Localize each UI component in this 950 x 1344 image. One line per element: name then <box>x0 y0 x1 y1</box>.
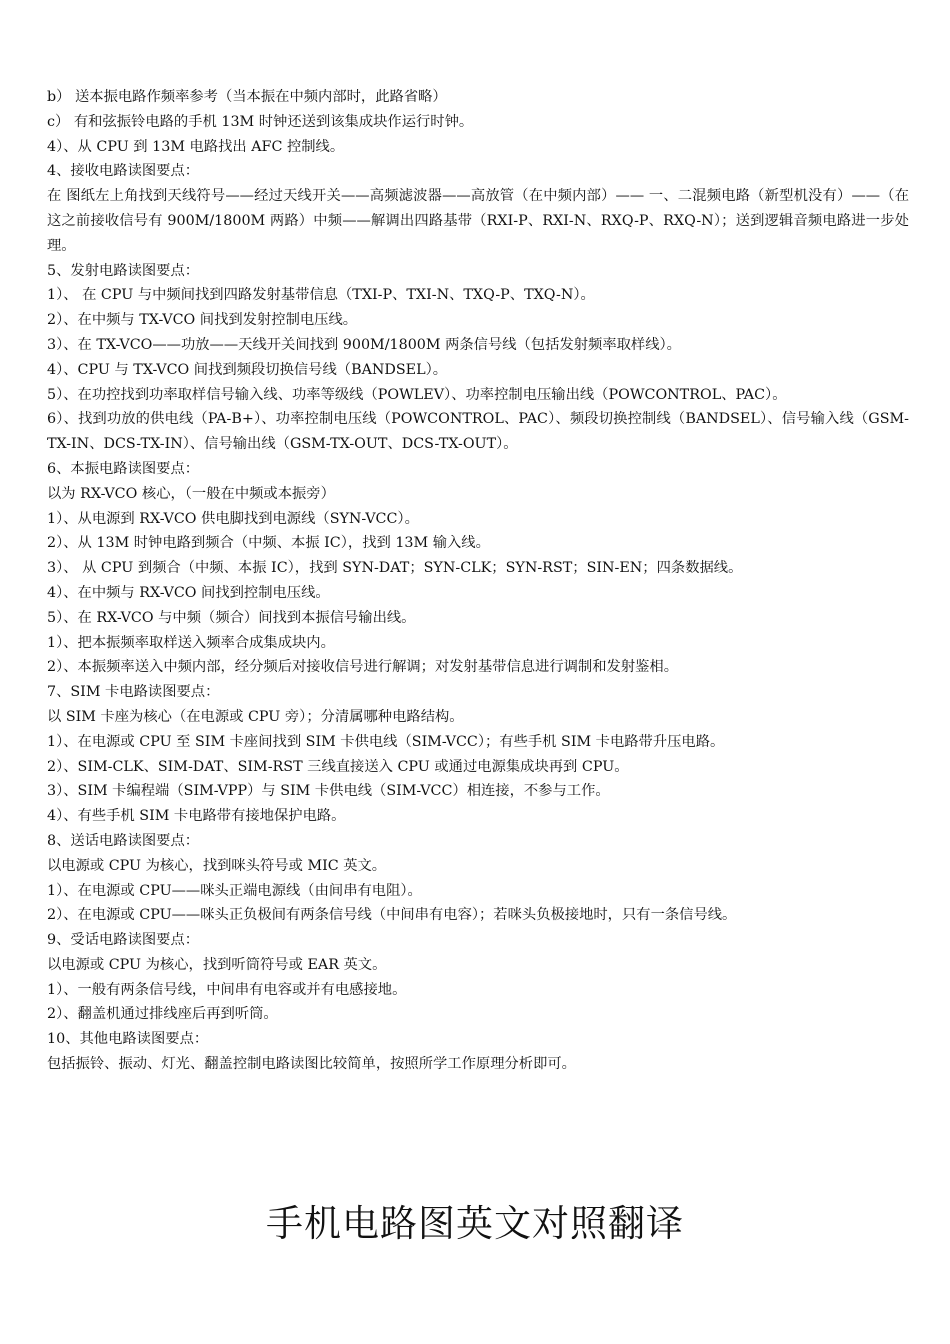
text-paragraph: 6）、找到功放的供电线（PA-B+）、功率控制电压线（POWCONTROL、PAC）、频段切换控制线（BANDSEL）、信号输入线（GSM-TX-IN、DCS-TX-IN）、信号输出线（GSM-TX-OUT、DCS-TX-OUT）。 <box>47 411 909 453</box>
section-heading: 8、送话电路读图要点： <box>47 832 200 849</box>
text-line: 2）、翻盖机通过排线座后再到听筒。 <box>47 1006 278 1023</box>
text-line: 5）、在 RX-VCO 与中频（频合）间找到本振信号输出线。 <box>47 609 416 626</box>
text-line: 3）、SIM 卡编程端（SIM-VPP）与 SIM 卡供电线（SIM-VCC）相连接，不参与工作。 <box>47 783 610 800</box>
document-body <box>47 85 909 1077</box>
text-line: 1）、一般有两条信号线，中间串有电容或并有电感接地。 <box>47 981 407 998</box>
text-line: 以 SIM 卡座为核心（在电源或 CPU 旁）；分清属哪种电路结构。 <box>47 708 464 725</box>
text-line: 4）、在中频与 RX-VCO 间找到控制电压线。 <box>47 584 330 601</box>
text-line: 1）、在电源或 CPU——咪头正端电源线（由间串有电阻）。 <box>47 882 422 899</box>
text-line: 1）、从电源到 RX-VCO 供电脚找到电源线（SYN-VCC）。 <box>47 510 419 527</box>
text-line: 4）、CPU 与 TX-VCO 间找到频段切换信号线（BANDSEL）。 <box>47 361 448 378</box>
section-heading: 9、受话电路读图要点： <box>47 932 200 949</box>
text-line: 2）、在中频与 TX-VCO 间找到发射控制电压线。 <box>47 312 358 329</box>
text-line: 2）、本振频率送入中频内部，经分频后对接收信号进行解调；对发射基带信息进行调制和发射鉴相。 <box>47 659 679 676</box>
text-line: 5）、在功控找到功率取样信号输入线、功率等级线（POWLEV）、功率控制电压输出线（POWCONTROL、PAC）。 <box>47 386 787 403</box>
section-heading: 4、接收电路读图要点： <box>47 163 200 180</box>
section-heading: 10、其他电路读图要点： <box>47 1031 209 1048</box>
text-line: 4）、从 CPU 到 13M 电路找出 AFC 控制线。 <box>47 138 345 155</box>
text-line: 3）、在 TX-VCO——功放——天线开关间找到 900M/1800M 两条信号线（包括发射频率取样线）。 <box>47 336 681 353</box>
text-line: 2）、从 13M 时钟电路到频合（中频、本振 IC），找到 13M 输入线。 <box>47 535 490 552</box>
text-line: 2）、SIM-CLK、SIM-DAT、SIM-RST 三线直接送入 CPU 或通过电源集成块再到 CPU。 <box>47 758 629 775</box>
text-line: 3）、 从 CPU 到频合（中频、本振 IC），找到 SYN-DAT；SYN-CLK；SYN-RST；SIN-EN；四条数据线。 <box>47 560 743 577</box>
text-line: b） 送本振电路作频率参考（当本振在中频内部时，此路省略） <box>47 89 447 105</box>
text-line: 4）、有些手机 SIM 卡电路带有接地保护电路。 <box>47 808 346 825</box>
text-line: 以为 RX-VCO 核心，（一般在中频或本振旁） <box>47 485 335 502</box>
section-heading: 7、SIM 卡电路读图要点： <box>47 684 220 701</box>
text-line: 1）、把本振频率取样送入频率合成集成块内。 <box>47 634 335 651</box>
section-heading: 6、本振电路读图要点： <box>47 460 200 477</box>
page-title: 手机电路图英文对照翻译 <box>266 1202 684 1245</box>
text-line: 1）、在电源或 CPU 至 SIM 卡座间找到 SIM 卡供电线（SIM-VCC）；有些手机 SIM 卡电路带升压电路。 <box>47 733 725 750</box>
section-heading: 5、发射电路读图要点： <box>47 262 200 279</box>
text-line: 以电源或 CPU 为核心，找到听筒符号或 EAR 英文。 <box>47 956 387 973</box>
text-line: c） 有和弦振铃电路的手机 13M 时钟还送到该集成块作运行时钟。 <box>47 113 474 130</box>
text-line: 以电源或 CPU 为核心，找到咪头符号或 MIC 英文。 <box>47 857 387 874</box>
text-line: 1）、 在 CPU 与中频间找到四路发射基带信息（TXI-P、TXI-N、TXQ-P、TXQ-N）。 <box>47 287 595 304</box>
text-line: 包括振铃、振动、灯光、翻盖控制电路读图比较简单，按照所学工作原理分析即可。 <box>47 1056 576 1073</box>
text-line: 2）、在电源或 CPU——咪头正负极间有两条信号线（中间串有电容）；若咪头负极接地时，只有一条信号线。 <box>47 907 737 924</box>
text-paragraph: 在 图纸左上角找到天线符号——经过天线开关——高频滤波器——高放管（在中频内部）—— 一、二混频电路（新型机没有）——（在这之前接收信号有 900M/1800M 两路）中频——解调出四路基带（RXI-P、RXI-N、RXQ-P、RXQ-N）；送到逻辑音频电路进一步处理。 <box>47 188 909 254</box>
